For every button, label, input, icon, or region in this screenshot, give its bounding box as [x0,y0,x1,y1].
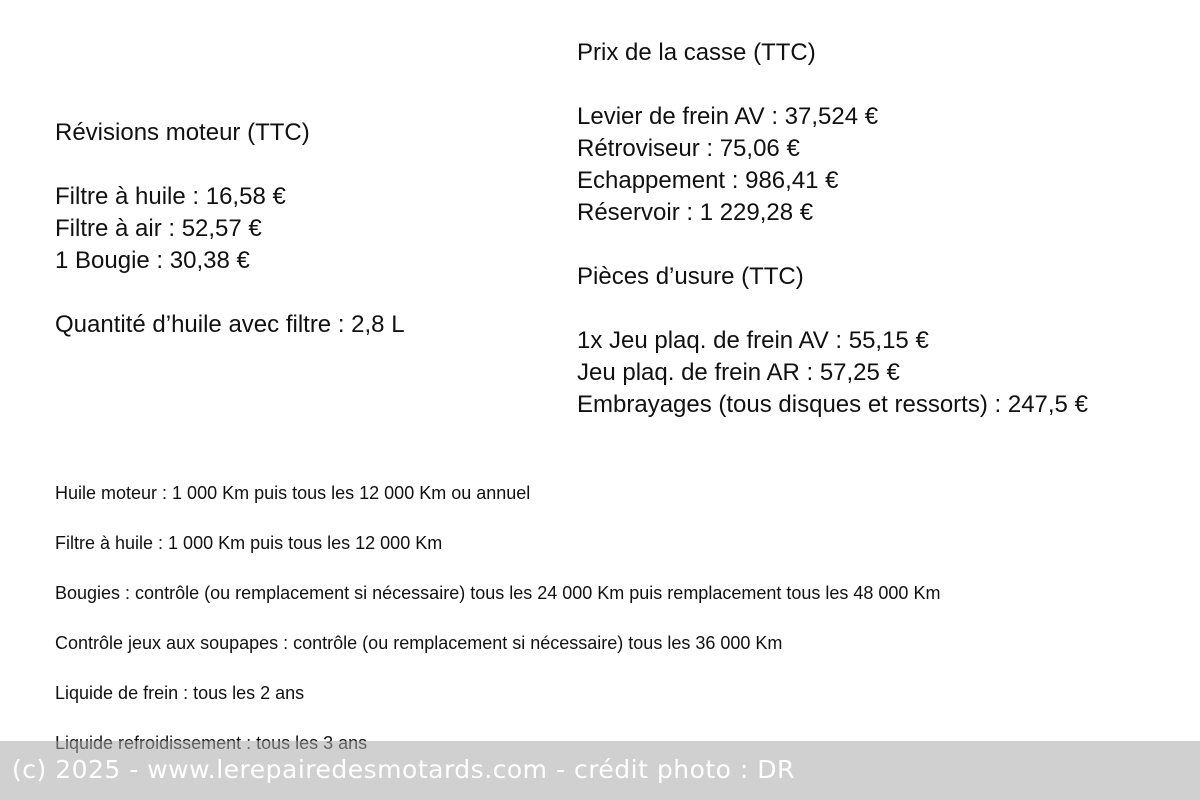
spacer [55,277,405,309]
spacer [55,149,405,181]
casse-item: Réservoir : 1 229,28 € [577,199,814,226]
casse-item: Levier de frein AV : 37,524 € [577,103,879,130]
prices-section [577,37,1088,421]
usure-item: 1x Jeu plaq. de frein AV : 55,15 € [577,327,929,354]
oil-quantity: Quantité d’huile avec filtre : 2,8 L [55,311,405,338]
casse-item: Rétroviseur : 75,06 € [577,135,800,162]
usure-item: Jeu plaq. de frein AR : 57,25 € [577,359,900,386]
spacer [577,69,1088,101]
spacer [577,229,1088,261]
revisions-title: Révisions moteur (TTC) [55,119,310,146]
revision-item: Filtre à air : 52,57 € [55,215,262,242]
usure-item: Embrayages (tous disques et ressorts) : 247,5 € [577,391,1088,418]
schedule-item: Contrôle jeux aux soupapes : contrôle (ou remplacement si nécessaire) tous les 36 000 Km [55,633,783,653]
schedule-item: Liquide de frein : tous les 2 ans [55,683,305,703]
revision-item: 1 Bougie : 30,38 € [55,247,250,274]
casse-item: Echappement : 986,41 € [577,167,839,194]
schedule-item: Bougies : contrôle (ou remplacement si nécessaire) tous les 24 000 Km puis remplacement tous les 48 000 Km [55,583,941,603]
revision-item: Filtre à huile : 16,58 € [55,183,286,210]
revisions-section [55,117,405,341]
schedule-item: Filtre à huile : 1 000 Km puis tous les 12 000 Km [55,533,443,553]
maintenance-schedule [55,482,940,782]
credit-bar [0,741,1200,800]
usure-title: Pièces d’usure (TTC) [577,263,804,290]
credit-text: (c) 2025 - www.lerepairedesmotards.com - crédit photo : DR [12,755,795,784]
spacer [577,293,1088,325]
casse-title: Prix de la casse (TTC) [577,39,816,66]
schedule-item: Huile moteur : 1 000 Km puis tous les 12 000 Km ou annuel [55,483,531,503]
